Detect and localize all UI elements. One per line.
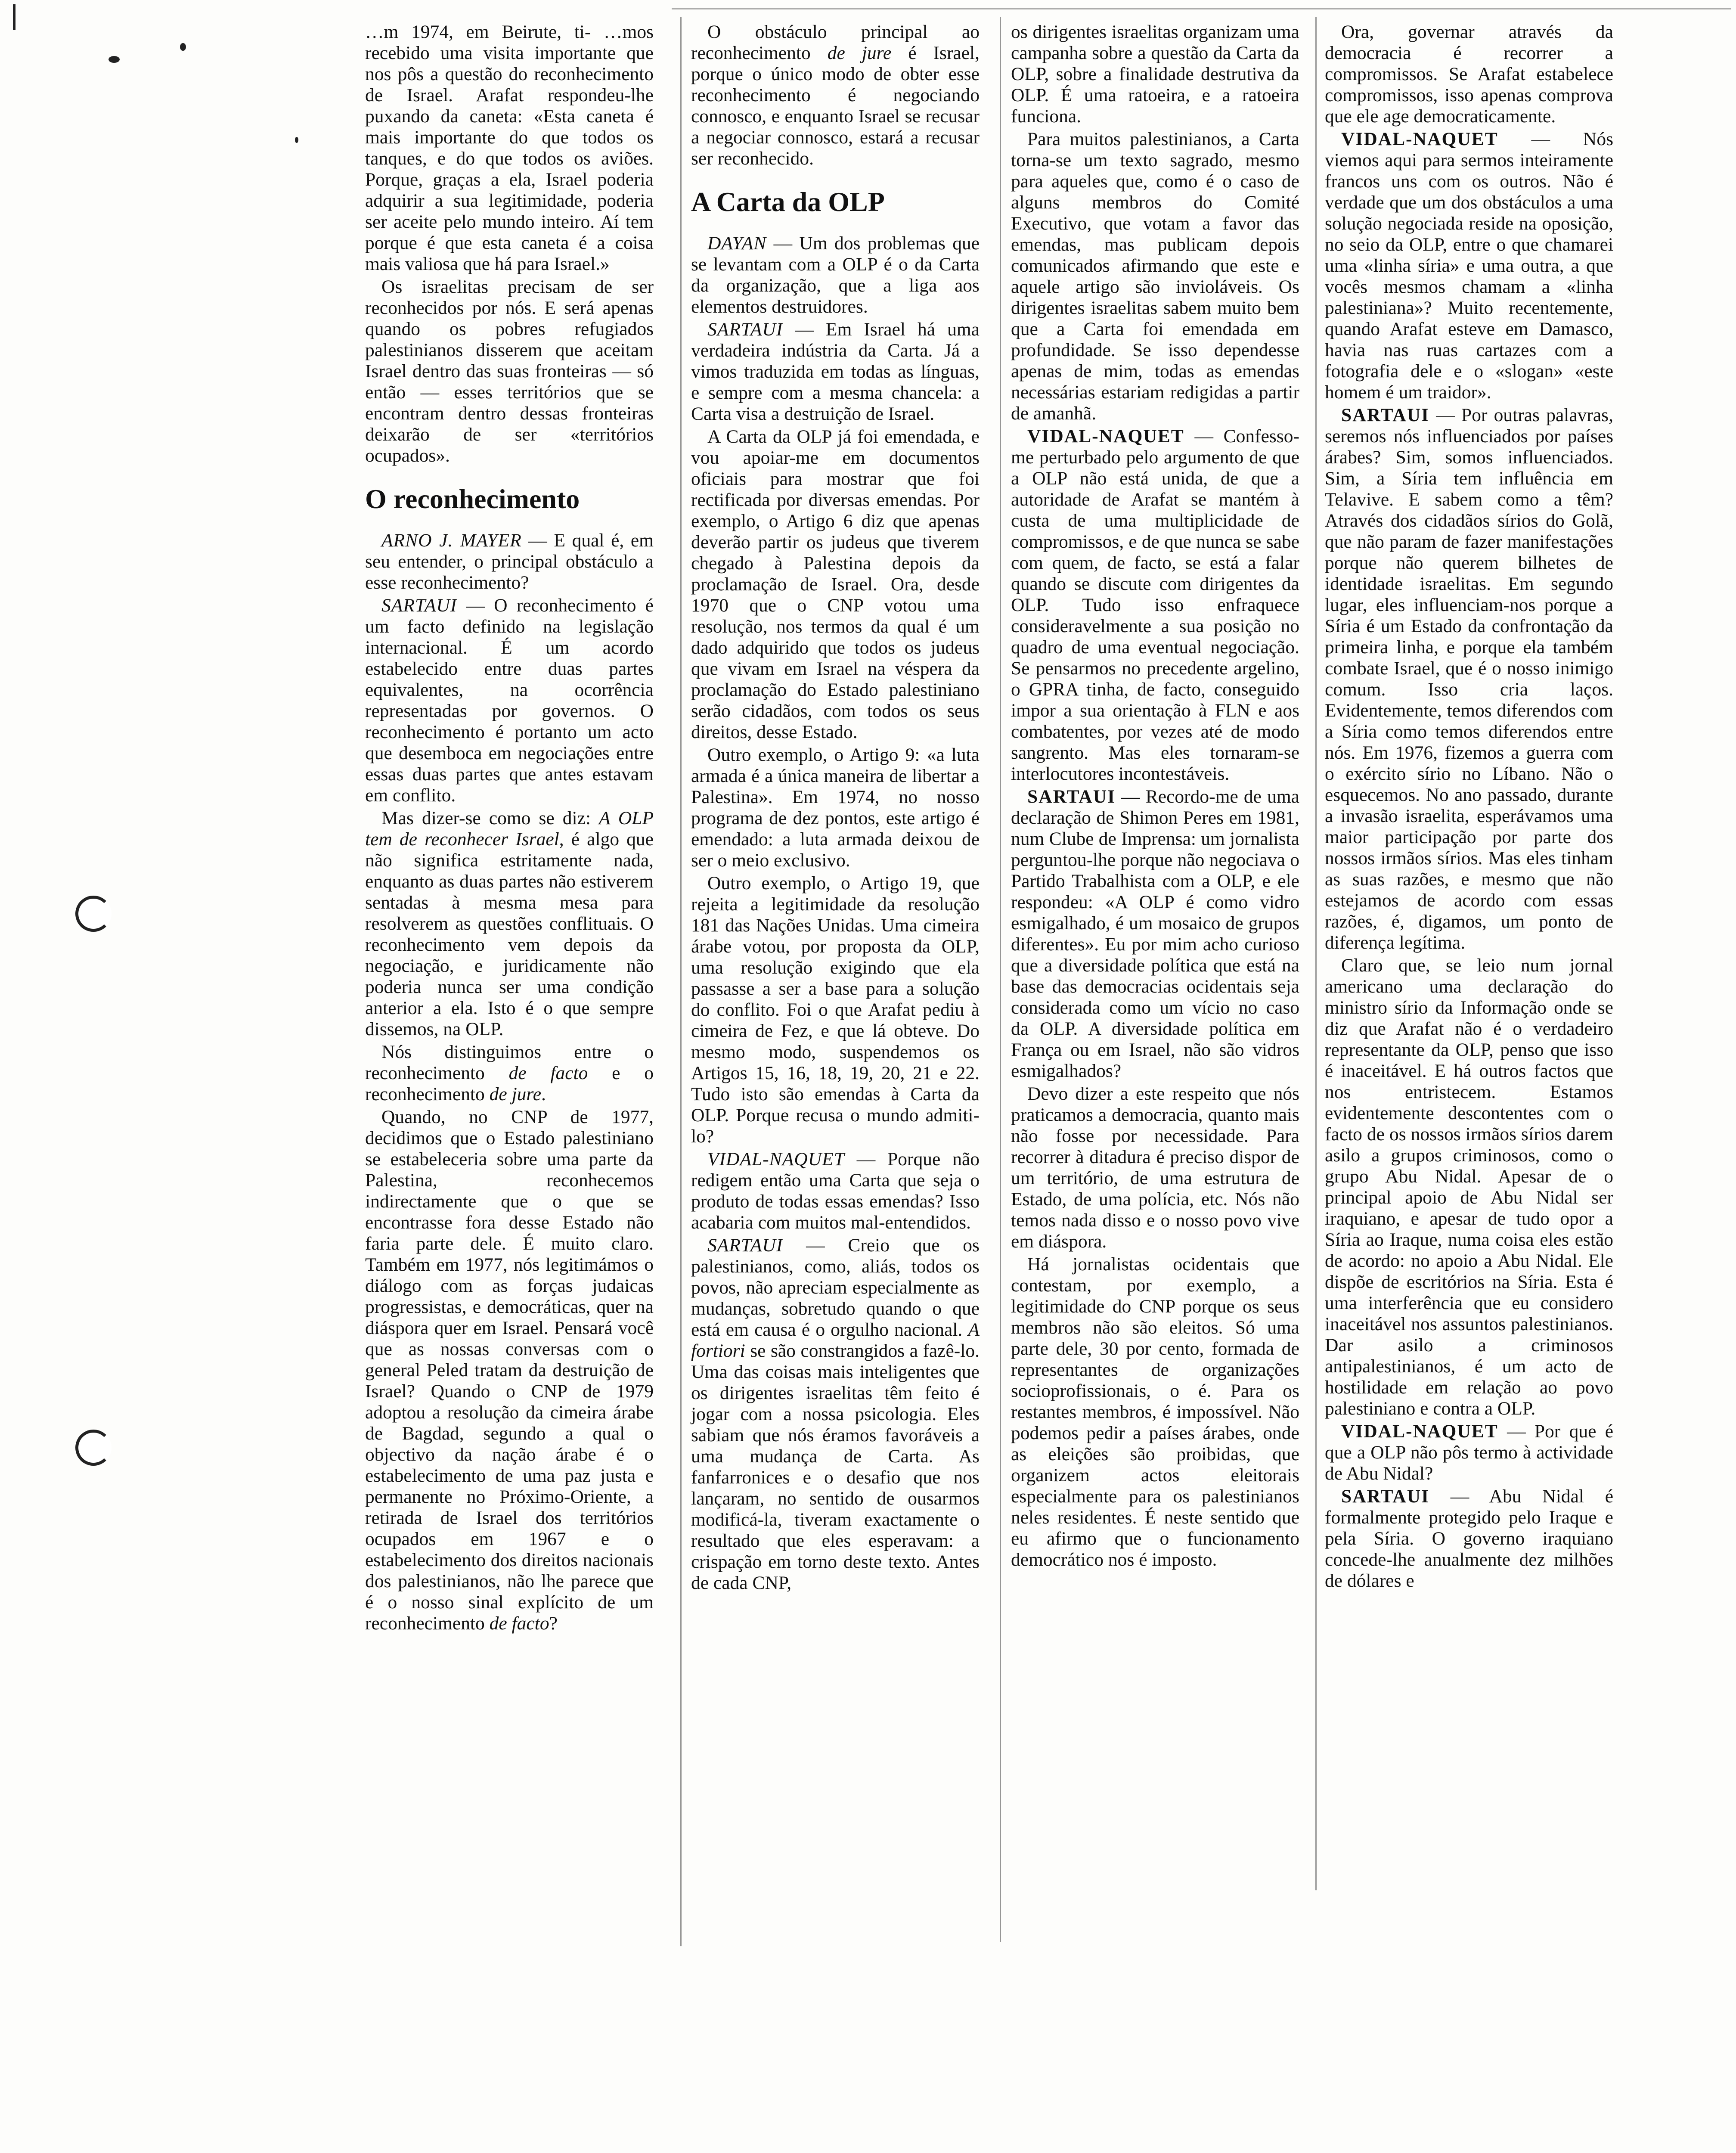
text-run: ? bbox=[549, 1613, 558, 1634]
paragraph bbox=[691, 233, 980, 317]
paragraph: Há jornalistas ocidentais que contestam, por exemplo, a legitimidade do CNP porque os seus membros não são eleitos. Só uma parte dele, 30 por cento, formada de representantes de organizações socioprofissionais, o é. Para os restantes membros, é impossível. Não podemos pedir a países árabes, onde as eleições são proibidas, que organizem actos eleitorais especialmente para os palestinianos neles residentes. É neste sentido que eu afirmo que o funcionamento democrático nos é imposto. bbox=[1011, 1254, 1299, 1570]
text-run: Nós distinguimos entre o reconhecimento bbox=[365, 1042, 654, 1083]
column-divider bbox=[680, 17, 682, 1946]
text-column-1 bbox=[365, 22, 654, 1636]
paragraph bbox=[365, 530, 654, 593]
paragraph bbox=[365, 1042, 654, 1105]
scan-mark bbox=[13, 4, 16, 30]
punch-hole-icon bbox=[75, 896, 112, 932]
paragraph bbox=[1325, 129, 1613, 403]
speaker-name: SARTAUI bbox=[1341, 1486, 1430, 1507]
speech-text: — Em Israel há uma verdadeira indústria da Carta. Já a vimos traduzida em todas as línguas, e sempre com a mesma chancela: a Carta visa a destruição de Israel. bbox=[691, 319, 980, 424]
speaker-name: VIDAL-NAQUET bbox=[1027, 426, 1184, 447]
text-run: . bbox=[541, 1084, 546, 1104]
paragraph: Os israelitas precisam de ser reconhecidos por nós. E será apenas quando os pobres refugiados palestinianos disserem que aceitam Israel dentro das suas fronteiras — só então — esses territórios que se encontram dentro dessas fronteiras deixarão de ser «territórios ocupados». bbox=[365, 276, 654, 466]
paragraph bbox=[691, 1235, 980, 1594]
speech-text: — Abu Nidal é formalmente protegido pelo Iraque e pela Síria. O governo iraquiano concede-lhe anualmente dez milhões de dólares e bbox=[1325, 1486, 1613, 1591]
scan-speck bbox=[180, 43, 186, 51]
paragraph: Outro exemplo, o Artigo 9: «a luta armada é a única maneira de libertar a Palestina». Em 1974, no nosso programa de dez pontos, este artigo é emendado: a luta armada deixou de ser o meio exclusivo. bbox=[691, 745, 980, 871]
speech-text: — Creio que os palestinianos, como, aliás, todos os povos, não apreciam especialmente as mudanças, sobretudo quando o que está em causa é o orgulho nacional. bbox=[691, 1235, 980, 1340]
paragraph: …m 1974, em Beirute, ti- …mos recebido uma visita importante que nos pôs a questão do reconhecimento de Israel. Arafat respondeu-lhe puxando da caneta: «Esta caneta é mais importante do que todos os tanques, e do que todos os aviões. Porque, graças a ela, Israel poderia adquirir a sua legitimidade, poderia ser aceite pelo mundo inteiro. Aí tem porque é que esta caneta é a coisa mais valiosa que há para Israel.» bbox=[365, 22, 654, 274]
paragraph bbox=[365, 808, 654, 1040]
section-heading: A Carta da OLP bbox=[691, 186, 885, 217]
scan-speck bbox=[295, 137, 298, 143]
column-divider bbox=[1000, 17, 1001, 1942]
speech-text: — O reconhecimento é um facto definido na legislação internacional. É um acordo estabelecido entre duas partes equivalentes, na ocorrência representadas por governos. O reconhecimento é portanto um acto que desemboca em negociações entre essas duas partes que antes estavam em conflito. bbox=[365, 595, 654, 806]
text-column-4 bbox=[1325, 22, 1613, 1593]
italic-run: de facto bbox=[508, 1063, 588, 1083]
speech-text: — E qual é, em seu entender, o principal obstáculo a esse reconhecimento? bbox=[365, 530, 654, 593]
text-run: é Israel, porque o único modo de obter esse reconhecimento é negociando connosco, e enquanto Israel se recusar a negociar connosco, estará a recusar ser reconhecido. bbox=[691, 43, 980, 169]
speaker-name: SARTAUI bbox=[381, 595, 457, 616]
paragraph bbox=[1325, 1421, 1613, 1484]
section-heading: O reconhecimento bbox=[365, 484, 580, 514]
speaker-name: VIDAL-NAQUET bbox=[1341, 129, 1498, 149]
paragraph bbox=[1011, 786, 1299, 1082]
paragraph bbox=[691, 22, 980, 169]
paragraph: Claro que, se leio num jornal americano uma declaração do ministro sírio da Informação onde se diz que Arafat não é o verdadeiro representante da OLP, penso que isso é inaceitável. E há outros factos que nos entristecem. Estamos evidentemente descontentes com o facto de os nossos irmãos sírios darem asilo a grupos criminosos, como o grupo Abu Nidal. Apesar de o principal apoio de Abu Nidal ser iraquiano, e apesar de tudo opor a Síria ao Iraque, numa coisa eles estão de acordo: no apoio a Abu Nidal. Ele dispõe de escritórios na Síria. Esta é uma interferência que eu considero inaceitável nos assuntos palestinianos. Dar asilo a criminosos antipalestinianos, é um acto de hostilidade em relação ao povo palestiniano e contra a OLP. bbox=[1325, 955, 1613, 1419]
paragraph bbox=[1325, 1486, 1613, 1591]
paragraph: Outro exemplo, o Artigo 19, que rejeita a legitimidade da resolução 181 das Nações Unidas. Uma cimeira árabe votou, por proposta da OLP, uma resolução exigindo que ela passasse a ser a base para a solução do conflito. Foi o que Arafat pediu à cimeira de Fez, e que lá obteve. Do mesmo modo, suspendemos os Artigos 15, 16, 18, 19, 20, 21 e 22. Tudo isto são emendas à Carta da OLP. Porque recusa o mundo admiti-lo? bbox=[691, 873, 980, 1147]
italic-run: de facto bbox=[489, 1613, 549, 1634]
italic-run: de jure bbox=[827, 43, 892, 63]
top-rule bbox=[672, 8, 1731, 9]
paragraph: A Carta da OLP já foi emendada, e vou apoiar-me em documentos oficiais para mostrar que foi rectificada por diversas emendas. Por exemplo, o Artigo 6 diz que apenas deverão partir os judeus que tiverem chegado à Palestina depois da proclamação de Israel. Ora, desde 1970 que o CNP votou uma resolução, nos termos da qual é um dado adquirido que todos os judeus que vivam em Israel na véspera da proclamação do Estado palestiniano serão cidadãos, com todos os seus direitos, desse Estado. bbox=[691, 426, 980, 742]
paragraph: Para muitos palestinianos, a Carta torna-se um texto sagrado, mesmo para aqueles que, como é o caso de alguns membros do Comité Executivo, que votam a favor das emendas, mas publicam depois comunicados afirmando que este e aquele artigo são invioláveis. Os dirigentes israelitas sabem muito bem que a Carta foi emendada em profundidade. Se isso dependesse apenas de mim, todas as emendas necessárias estariam redigidas a partir de amanhã. bbox=[1011, 129, 1299, 424]
punch-hole-icon bbox=[75, 1430, 112, 1466]
paragraph bbox=[1325, 405, 1613, 953]
paragraph: Devo dizer a este respeito que nós praticamos a democracia, quanto mais não fosse por necessidade. Para recorrer à ditadura é preciso dispor de um território, de uma estrutura de Estado, de uma polícia, etc. Nós não temos nada disso e o nosso povo vive em diáspora. bbox=[1011, 1083, 1299, 1252]
speech-text: — Um dos problemas que se levantam com a OLP é o da Carta da organização, que a liga aos elementos destruidores. bbox=[691, 233, 980, 317]
speech-text: — Nós viemos aqui para sermos inteiramente francos uns com os outros. Não é verdade que um dos obstáculos a uma solução negociada reside na oposição, no seio da OLP, entre o que chamarei uma «linha síria» e uma outra, a que vocês mesmos chamam a «linha palestiniana»? Muito recentemente, quando Arafat esteve em Damasco, havia nas ruas cartazes com a fotografia dele e o «slogan» «este homem é um traidor». bbox=[1325, 129, 1613, 403]
speaker-name: SARTAUI bbox=[1341, 405, 1430, 425]
speech-text: — Porque não redigem então uma Carta que seja o produto de todas essas emendas? Isso acabaria com muitos mal-entendidos. bbox=[691, 1149, 980, 1233]
paragraph bbox=[365, 595, 654, 806]
italic-run: de jure bbox=[489, 1084, 542, 1104]
text-run: e o reconhecimento bbox=[365, 1063, 654, 1104]
paragraph: os dirigentes israelitas organizam uma campanha sobre a questão da Carta da OLP, sobre a finalidade destrutiva da OLP. É uma ratoeira, e a ratoeira funciona. bbox=[1011, 22, 1299, 127]
speaker-name: VIDAL-NAQUET bbox=[707, 1149, 845, 1170]
italic-run: A OLP tem de reconhecer Israel bbox=[365, 808, 654, 850]
speaker-name: VIDAL-NAQUET bbox=[1341, 1421, 1498, 1442]
speaker-name: SARTAUI bbox=[707, 1235, 783, 1256]
speech-text: — Por outras palavras, seremos nós influenciados por países árabes? Sim, somos influenciados. Sim, a Síria tem influência em Telavive. E sabem como a têm? Através dos cidadãos sírios do Golã, que não param de fazer manifestações porque não querem bilhetes de identidade israelitas. Em segundo lugar, eles influenciam-nos porque a Síria é um Estado da confrontação da primeira linha, e porque ela também combate Israel, que é o nosso inimigo comum. Isso cria laços. Evidentemente, temos diferendos com a Síria como temos diferendos entre nós. Em 1976, fizemos a guerra com o exército sírio no Líbano. Não o esquecemos. No ano passado, durante a invasão israelita, esperávamos uma maior participação por parte dos nossos irmãos sírios. Mas eles tinham as suas razões, e mesmo que não estejamos de acordo com essas razões, é, digamos, um ponto de diferença legítima. bbox=[1325, 405, 1613, 953]
column-divider bbox=[1315, 17, 1317, 1890]
paragraph bbox=[365, 1107, 654, 1634]
paragraph bbox=[1011, 426, 1299, 785]
speaker-name: SARTAUI bbox=[1027, 786, 1116, 807]
scan-speck bbox=[108, 56, 120, 63]
speaker-name: DAYAN bbox=[707, 233, 767, 254]
paragraph bbox=[691, 1149, 980, 1233]
text-run: Mas dizer-se como se diz: bbox=[381, 808, 599, 828]
text-run: O obstáculo principal ao reconhecimento bbox=[691, 22, 980, 63]
paragraph bbox=[691, 319, 980, 425]
italic-run: A fortiori bbox=[691, 1319, 980, 1361]
speaker-name: SARTAUI bbox=[707, 319, 783, 340]
paragraph: Ora, governar através da democracia é recorrer a compromissos. Se Arafat estabelece compromissos, isso apenas comprova que ele age democraticamente. bbox=[1325, 22, 1613, 127]
text-run: Quando, no CNP de 1977, decidimos que o Estado palestiniano se estabeleceria sobre uma parte da Palestina, reconhecemos indirectamente que o que se encontrasse fora desse Estado não faria parte dele. É muito claro. Também em 1977, nós legitimámos o diálogo com as forças judaicas progressistas, e democráticas, quer na diáspora quer em Israel. Pensará você que as nossas conversas com o general Peled tratam da destruição de Israel? Quando o CNP de 1979 adoptou a resolução da cimeira árabe de Bagdad, segundo a qual o objectivo da nação árabe é o estabelecimento de uma paz justa e permanente no Próximo-Oriente, a retirada de Israel dos territórios ocupados em 1967 e o estabelecimento dos direitos nacionais dos palestinianos, não lhe parece que é o nosso sinal explícito de um reconhecimento bbox=[365, 1107, 654, 1634]
speaker-name: ARNO J. MAYER bbox=[381, 530, 522, 551]
speech-text: — Recordo-me de uma declaração de Shimon Peres em 1981, num Clube de Imprensa: um jornalista perguntou-lhe porque não negociava o Partido Trabalhista com a OLP, e ele respondeu: «A OLP é como vidro esmigalhado, é um mosaico de grupos diferentes». Eu por mim acho curioso que a diversidade política que está na base das democracias ocidentais seja considerada como um vício no caso da OLP. A diversidade política em França ou em Israel, não são vidros esmigalhados? bbox=[1011, 786, 1299, 1081]
speech-text: — Por que é que a OLP não pôs termo à actividade de Abu Nidal? bbox=[1325, 1421, 1613, 1484]
text-run: se são constrangidos a fazê-lo. Uma das coisas mais inteligentes que os dirigentes israelitas têm feito é jogar com a nossa psicologia. Eles sabiam que nós éramos favoráveis a uma mudança de Carta. As fanfarronices e o desafio que nos lançaram, no sentido de ousarmos modificá-la, tiveram exactamente o resultado que eles esperavam: a crispação em torno deste texto. Antes de cada CNP, bbox=[691, 1340, 980, 1593]
text-column-2 bbox=[691, 22, 980, 1595]
text-column-3 bbox=[1011, 22, 1299, 1572]
speech-text: — Confesso-me perturbado pelo argumento de que a OLP não está unida, de que a autoridade de Arafat se mantém à custa de uma multiplicidade de compromissos, e de que nunca se sabe com quem, de facto, se está a falar quando se discute com dirigentes da OLP. Tudo isso enfraquece consideravelmente a sua posição no quadro de uma eventual negociação. Se pensarmos no precedente argelino, o GPRA tinha, de facto, conseguido impor a sua orientação à FLN e aos combatentes, por vezes até de modo sangrento. Mas eles tornaram-se interlocutores incontestáveis. bbox=[1011, 426, 1299, 784]
text-run: , é algo que não significa estritamente nada, enquanto as duas partes não estiverem sentadas à mesma mesa para resolverem as questões conflituais. O reconhecimento vem depois da negociação, e juridicamente não poderia nunca ser uma condição anterior a ela. Isto é o que sempre dissemos, na OLP. bbox=[365, 829, 654, 1039]
